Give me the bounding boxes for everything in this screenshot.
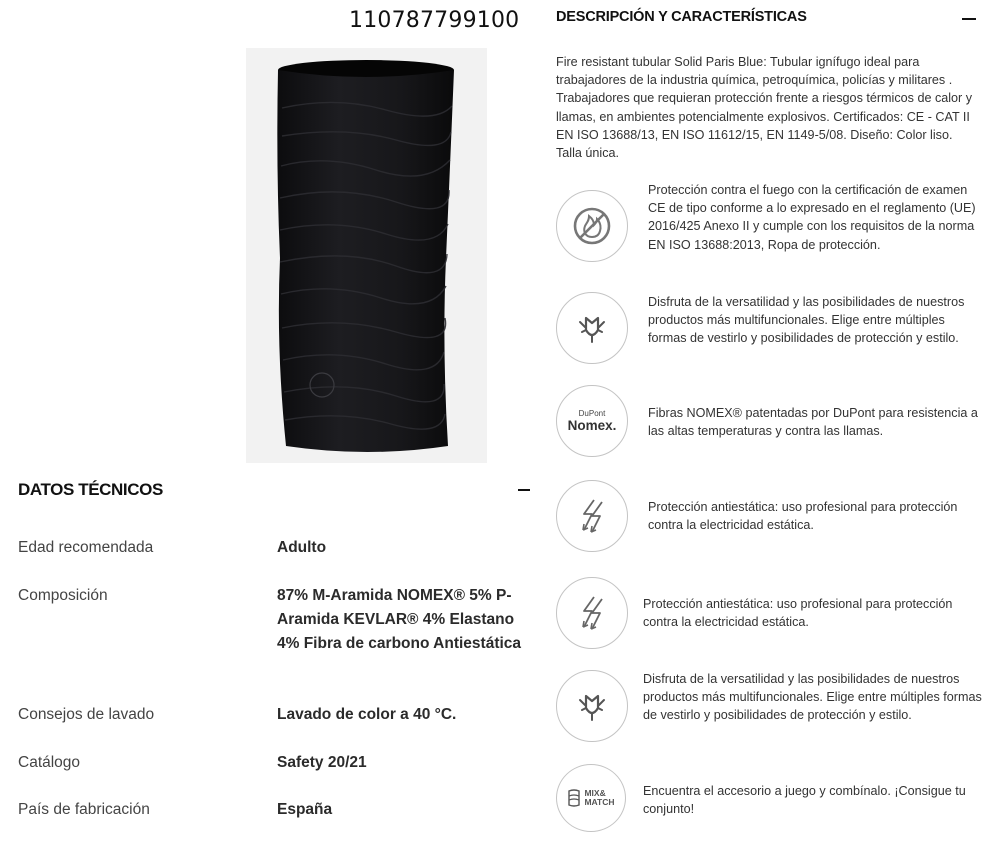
mix-match-logo-line2: MATCH — [584, 797, 615, 807]
nomex-logo-nomex: Nomex. — [567, 417, 617, 433]
tech-row-value: Safety 20/21 — [277, 754, 367, 771]
tech-row-value: Adulto — [277, 539, 327, 556]
feature-text: Disfruta de la versatilidad y las posibilidades de nuestros productos más multifuncionales. Elige entre múltiples formas de vestirlo y posibilidades de protección y estilo. — [648, 295, 965, 346]
feature-text: Encuentra el accesorio a juego y combínalo. ¡Consigue tu conjunto! — [643, 784, 966, 817]
feature-text: Fibras NOMEX® patentadas por DuPont para resistencia a las altas temperaturas y contra las llamas. — [648, 406, 978, 439]
description-header: DESCRIPCIÓN Y CARACTERÍSTICAS — [556, 9, 807, 25]
feature-text: Protección contra el fuego con la certificación de examen CE de tipo conforme a lo expresado en el reglamento (UE) 2016/425 Anexo II y cumple con los requisitos de la norma EN ISO 13688:2013, Ropa de protección. — [648, 183, 976, 252]
feature-nomex — [548, 385, 988, 459]
feature-text: Disfruta de la versatilidad y las posibilidades de nuestros productos más multifuncionales. Elige entre múltiples formas de vestirlo y posibilidades de protección y estilo. — [643, 672, 982, 723]
tech-row-label: Composición — [18, 587, 108, 604]
description-collapse-button[interactable] — [962, 18, 976, 20]
no-fire-icon — [556, 190, 628, 262]
versatility-icon — [556, 292, 628, 364]
tech-row-value: Lavado de color a 40 °C. — [277, 706, 457, 723]
feature-text: Protección antiestática: uso profesional para protección contra la electricidad estática. — [643, 597, 953, 630]
mix-match-icon — [556, 764, 626, 832]
feature-mix-match — [548, 764, 988, 838]
feature-versatility — [548, 670, 988, 744]
tech-row-label: Edad recomendada — [18, 539, 154, 556]
tech-collapse-button[interactable] — [518, 489, 530, 491]
tech-row-label: Consejos de lavado — [18, 706, 155, 723]
mix-match-logo-line1: MIX& — [584, 788, 606, 798]
description-text: Fire resistant tubular Solid Paris Blue: Tubular ignífugo ideal para trabajadores de la industria química, petroquímica, policías y militares . Trabajadores que requieran protección frente a riesgos térmicos de calor y llamas, en ambientes potencialmente explosivos. Certificados: CE - CAT II EN ISO 13688/13, EN ISO 11612/15, EN 1149-5/08. Diseño: Color liso. Talla única. — [556, 55, 973, 161]
tech-row-label: Catálogo — [18, 754, 81, 771]
tech-header: DATOS TÉCNICOS — [18, 480, 163, 499]
tech-row-value: España — [277, 801, 333, 818]
product-code: 110787799100 — [349, 8, 520, 33]
nomex-logo-icon — [556, 385, 628, 457]
tech-row-value: 87% M-Aramida NOMEX® 5% P-Aramida KEVLAR® 4% Elastano 4% Fibra de carbono Antiestática — [277, 587, 522, 652]
feature-antistatic — [548, 480, 988, 554]
antistatic-icon — [556, 577, 628, 649]
feature-antistatic — [548, 577, 988, 651]
tech-row-label: País de fabricación — [18, 801, 150, 818]
versatility-icon — [556, 670, 628, 742]
nomex-logo-dupont: DuPont — [578, 408, 606, 418]
antistatic-icon — [556, 480, 628, 552]
product-image — [246, 48, 487, 463]
feature-fire-protection — [548, 183, 988, 264]
feature-text: Protección antiestática: uso profesional para protección contra la electricidad estática. — [648, 500, 958, 533]
feature-versatility — [548, 292, 988, 366]
